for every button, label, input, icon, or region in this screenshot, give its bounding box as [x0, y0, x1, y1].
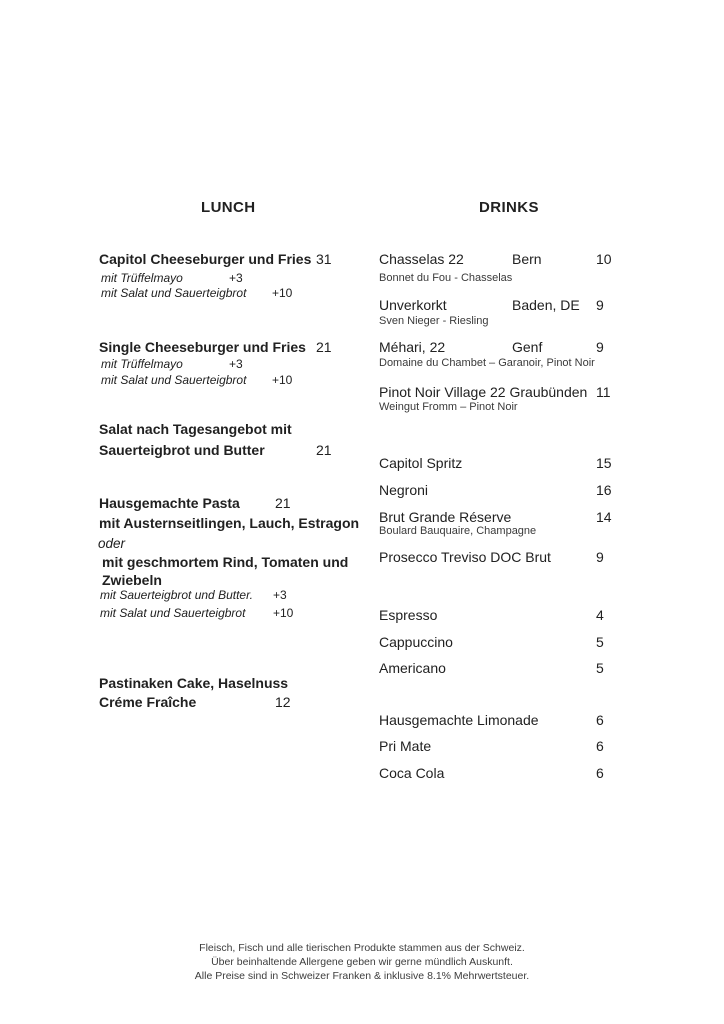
addon-price: +10 — [272, 286, 293, 300]
variant-text: mit geschmortem Rind, Tomaten und — [102, 554, 349, 570]
coffee-name: Cappuccino — [379, 634, 453, 650]
drink-item — [379, 509, 629, 526]
item-name: Pastinaken Cake, Haselnuss — [99, 675, 289, 691]
lunch-item-line — [99, 675, 349, 692]
lunch-item-line — [99, 694, 349, 711]
wine-name: Méhari, 22 — [379, 339, 446, 355]
wine-price: 9 — [596, 339, 604, 355]
addon-price: +10 — [272, 373, 293, 387]
addon-label: mit Salat und Sauerteigbrot — [101, 373, 247, 387]
item-name: Hausgemachte Pasta — [99, 495, 240, 511]
drink-name: Brut Grande Réserve — [379, 509, 512, 525]
addon-label: mit Salat und Sauerteigbrot — [100, 606, 246, 620]
drink-name: Negroni — [379, 482, 429, 498]
item-price: 21 — [316, 442, 332, 458]
softdrink-item — [379, 738, 629, 755]
softdrink-name: Coca Cola — [379, 765, 445, 781]
drink-producer: Boulard Bauquaire, Champagne — [379, 525, 537, 537]
softdrink-price: 6 — [596, 712, 604, 728]
wine-item — [379, 384, 629, 401]
drink-item — [379, 549, 629, 566]
lunch-item-variant — [102, 572, 162, 589]
wine-producer: Domaine du Chambet – Garanoir, Pinot Noir — [379, 357, 595, 369]
wine-region: Genf — [512, 339, 543, 355]
footer-line: Fleisch, Fisch und alle tierischen Produkte stammen aus der Schweiz. — [199, 942, 525, 954]
lunch-item — [99, 495, 349, 512]
wine-producer: Bonnet du Fou - Chasselas — [379, 272, 513, 284]
wine-region: Baden, DE — [512, 297, 580, 313]
coffee-price: 5 — [596, 660, 604, 676]
lunch-item-line — [99, 421, 349, 438]
drink-name: Prosecco Treviso DOC Brut — [379, 549, 551, 565]
drink-item — [379, 482, 629, 499]
softdrink-price: 6 — [596, 738, 604, 754]
or-separator — [98, 536, 125, 552]
wine-name: Pinot Noir Village 22 Graubünden — [379, 384, 588, 400]
footer-line: Alle Preise sind in Schweizer Franken & inklusive 8.1% Mehrwertsteuer. — [194, 970, 530, 982]
variant-text: Zwiebeln — [102, 572, 162, 588]
wine-region: Bern — [512, 251, 542, 267]
lunch-item-line — [99, 442, 349, 459]
lunch-item — [99, 339, 349, 356]
addon-price: +3 — [273, 588, 287, 602]
drink-price: 14 — [596, 509, 612, 525]
lunch-item — [99, 251, 349, 268]
wine-price: 11 — [596, 384, 611, 400]
lunch-item-addon — [101, 373, 351, 387]
drink-price: 16 — [596, 482, 612, 498]
lunch-item-addon — [101, 271, 351, 285]
drink-name: Capitol Spritz — [379, 455, 463, 471]
coffee-name: Espresso — [379, 607, 438, 623]
drink-price: 15 — [596, 455, 612, 471]
item-name: Salat nach Tagesangebot mit — [99, 421, 292, 437]
coffee-item — [379, 607, 629, 624]
softdrink-price: 6 — [596, 765, 604, 781]
wine-item — [379, 297, 629, 314]
wine-item — [379, 251, 629, 268]
lunch-section-header: LUNCH — [201, 199, 256, 216]
wine-price: 9 — [596, 297, 604, 313]
lunch-item-addon — [100, 606, 350, 620]
drink-item — [379, 455, 629, 472]
addon-label: mit Sauerteigbrot und Butter. — [100, 588, 253, 602]
addon-label: mit Trüffelmayo — [101, 357, 183, 371]
drinks-section-header: DRINKS — [479, 199, 539, 216]
variant-text: mit Austernseitlingen, Lauch, Estragon — [99, 515, 360, 531]
coffee-item — [379, 634, 629, 651]
wine-producer: Sven Nieger - Riesling — [379, 315, 489, 327]
coffee-item — [379, 660, 629, 677]
lunch-item-addon — [100, 588, 350, 602]
drink-price: 9 — [596, 549, 604, 565]
coffee-price: 4 — [596, 607, 604, 623]
wine-price: 10 — [596, 251, 612, 267]
addon-price: +10 — [273, 606, 294, 620]
wine-item — [379, 339, 629, 356]
footer-line: Über beinhaltende Allergene geben wir gerne mündlich Auskunft. — [211, 956, 513, 968]
item-name: Créme Fraîche — [99, 694, 197, 710]
addon-price: +3 — [229, 271, 243, 285]
item-name: Single Cheeseburger und Fries — [99, 339, 306, 355]
wine-name: Unverkorkt — [379, 297, 447, 313]
coffee-name: Americano — [379, 660, 446, 676]
wine-producer: Weingut Fromm – Pinot Noir — [379, 401, 518, 413]
or-word: oder — [98, 536, 126, 551]
item-price: 12 — [275, 694, 291, 710]
addon-label: mit Trüffelmayo — [101, 271, 183, 285]
lunch-item-variant — [99, 515, 359, 532]
item-name: Sauerteigbrot und Butter — [99, 442, 265, 458]
softdrink-item — [379, 765, 629, 782]
addon-label: mit Salat und Sauerteigbrot — [101, 286, 247, 300]
lunch-item-addon — [101, 286, 351, 300]
softdrink-item — [379, 712, 629, 729]
softdrink-name: Pri Mate — [379, 738, 432, 754]
coffee-price: 5 — [596, 634, 604, 650]
lunch-item-addon — [101, 357, 351, 371]
addon-price: +3 — [229, 357, 243, 371]
wine-name: Chasselas 22 — [379, 251, 464, 267]
item-price: 31 — [316, 251, 332, 267]
lunch-item-variant — [102, 554, 348, 571]
softdrink-name: Hausgemachte Limonade — [379, 712, 539, 728]
item-price: 21 — [316, 339, 332, 355]
item-name: Capitol Cheeseburger und Fries — [99, 251, 312, 267]
item-price: 21 — [275, 495, 291, 511]
